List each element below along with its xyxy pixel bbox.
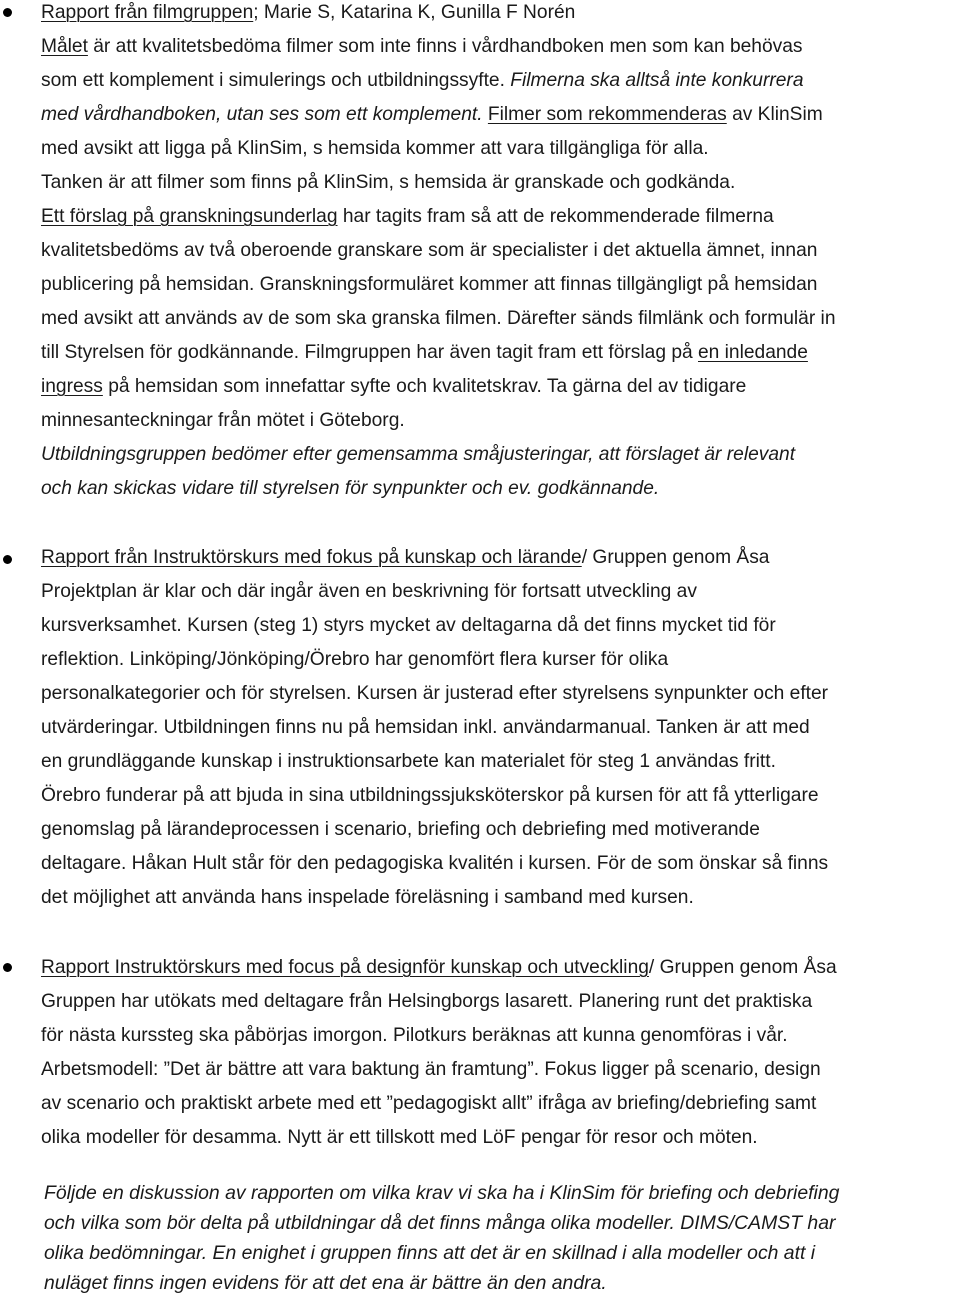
text-run: personalkategorier och för styrelsen. Kursen är justerad efter styrelsens synpunkter och efter — [41, 683, 829, 704]
text-line — [41, 404, 405, 438]
text-run: med avsikt att används av de som ska granska filmen. Därefter sänds filmlänk och formulär in — [41, 308, 836, 329]
text-run: / Gruppen genom Åsa — [648, 957, 837, 978]
text-run: det möjlighet att använda hans inspelade föreläsning i samband med kursen. — [41, 887, 694, 908]
text-line — [41, 0, 575, 30]
text-line — [41, 813, 760, 847]
text-line — [41, 370, 746, 404]
underlined-heading: Rapport från filmgruppen — [41, 2, 254, 23]
text-line — [41, 541, 769, 575]
text-run: Arbetsmodell: ”Det är bättre att vara baktung än framtung”. Fokus ligger på scenario, design — [41, 1059, 821, 1080]
bullet-icon — [3, 963, 12, 972]
text-run: har tagits fram så att de rekommenderade filmerna — [337, 206, 774, 227]
italic-text: och kan skickas vidare till styrelsen för synpunkter och ev. godkännande. — [41, 478, 660, 499]
text-run: Gruppen har utökats med deltagare från Helsingborgs lasarett. Planering runt det praktiska — [41, 991, 813, 1012]
closing-line: och vilka som bör delta på utbildningar då det finns många olika modeller. DIMS/CAMST har — [44, 1212, 836, 1234]
text-line — [41, 268, 817, 302]
text-run: deltagare. Håkan Hult står för den pedagogiska kvalitén i kursen. För de som önskar så finns — [41, 853, 829, 874]
underlined-heading: Filmer som rekommenderas — [487, 104, 727, 125]
text-run: som ett komplement i simulerings och utbildningssyfte. — [41, 70, 511, 91]
text-line — [41, 609, 776, 643]
italic-text: med vårdhandboken, utan ses som ett komplement. — [41, 104, 483, 125]
bullet-icon — [3, 8, 12, 17]
text-line — [41, 472, 659, 506]
text-line — [41, 166, 735, 200]
text-run: en grundläggande kunskap i instruktionsarbete kan materialet för steg 1 användas fritt. — [41, 751, 776, 772]
text-run: olika modeller för desamma. Nytt är ett tillskott med LöF pengar för resor och möten. — [41, 1127, 758, 1148]
text-line — [41, 64, 804, 98]
text-line — [41, 30, 803, 64]
text-run: reflektion. Linköping/Jönköping/Örebro har genomfört flera kurser för olika — [41, 649, 669, 670]
text-line — [41, 677, 828, 711]
text-line — [41, 745, 776, 779]
text-line — [41, 1053, 821, 1087]
text-run: publicering på hemsidan. Granskningsformuläret kommer att finnas tillgängligt på hemsidan — [41, 274, 818, 295]
underlined-heading: Rapport från Instruktörskurs med fokus på kunskap och lärande — [41, 547, 582, 568]
text-line — [41, 985, 812, 1019]
text-line — [41, 98, 823, 132]
italic-text: Utbildningsgruppen bedömer efter gemensamma småjusteringar, att förslaget är relevant — [41, 444, 796, 465]
text-run: på hemsidan som innefattar syfte och kvalitetskrav. Ta gärna del av tidigare — [102, 376, 747, 397]
text-run: Tanken är att filmer som finns på KlinSim, s hemsida är granskade och godkända. — [41, 172, 736, 193]
text-line — [41, 200, 774, 234]
text-line — [41, 951, 837, 985]
text-run: av KlinSim — [726, 104, 823, 125]
text-run: minnesanteckningar från mötet i Göteborg. — [41, 410, 405, 431]
text-line — [41, 779, 819, 813]
text-line — [41, 881, 694, 915]
text-line — [41, 336, 808, 370]
text-line — [41, 302, 836, 336]
underlined-heading: Rapport Instruktörskurs med focus på designför kunskap och utveckling — [41, 957, 649, 978]
text-run: Örebro funderar på att bjuda in sina utbildningssjuksköterskor på kursen för att få ytterligare — [41, 785, 819, 806]
underlined-heading: en inledande — [698, 342, 808, 363]
text-line — [41, 1121, 758, 1155]
text-run: är att kvalitetsbedöma filmer som inte finns i vårdhandboken men som kan behövas — [87, 36, 803, 57]
text-run: ; Marie S, Katarina K, Gunilla F Norén — [253, 2, 576, 23]
underlined-heading: Ett förslag på granskningsunderlag — [41, 206, 338, 227]
text-run: utvärderingar. Utbildningen finns nu på hemsidan inkl. användarmanual. Tanken är att med — [41, 717, 810, 738]
text-line — [41, 1087, 816, 1121]
bullet-icon — [3, 555, 12, 564]
text-line — [41, 711, 810, 745]
text-run: av scenario och praktiskt arbete med ett ”pedagogiskt allt” ifråga av briefing/debriefing samt — [41, 1093, 817, 1114]
text-line — [41, 643, 668, 677]
text-line — [41, 132, 709, 166]
text-run: med avsikt att ligga på KlinSim, s hemsida kommer att vara tillgängliga för alla. — [41, 138, 709, 159]
text-run: kvalitetsbedöms av två oberoende granskare som är specialister i det aktuella ämnet, innan — [41, 240, 818, 261]
closing-line: olika bedömningar. En enighet i gruppen finns att det är en skillnad i alla modeller och att i — [44, 1242, 816, 1264]
closing-line: nuläget finns ingen evidens för att det ena är bättre än den andra. — [44, 1272, 607, 1294]
underlined-heading: Målet — [41, 36, 88, 57]
text-line — [41, 847, 828, 881]
italic-text: Filmerna ska alltså inte konkurrera — [510, 70, 804, 91]
text-run: genomslag på lärandeprocessen i scenario, briefing och debriefing med motiverande — [41, 819, 760, 840]
text-line — [41, 1019, 788, 1053]
text-line — [41, 438, 795, 472]
underlined-heading: ingress — [41, 376, 103, 397]
text-run: Projektplan är klar och där ingår även en beskrivning för fortsatt utveckling av — [41, 581, 697, 602]
text-run: för nästa kurssteg ska påbörjas imorgon. Pilotkurs beräknas att kunna genomföras i vår. — [41, 1025, 788, 1046]
text-run: / Gruppen genom Åsa — [581, 547, 770, 568]
text-run: till Styrelsen för godkännande. Filmgruppen har även tagit fram ett förslag på — [41, 342, 698, 363]
closing-line: Följde en diskussion av rapporten om vilka krav vi ska ha i KlinSim för briefing och debriefing — [44, 1182, 840, 1204]
text-line — [41, 575, 697, 609]
text-line — [41, 234, 817, 268]
text-run: kursverksamhet. Kursen (steg 1) styrs mycket av deltagarna då det finns mycket tid för — [41, 615, 776, 636]
